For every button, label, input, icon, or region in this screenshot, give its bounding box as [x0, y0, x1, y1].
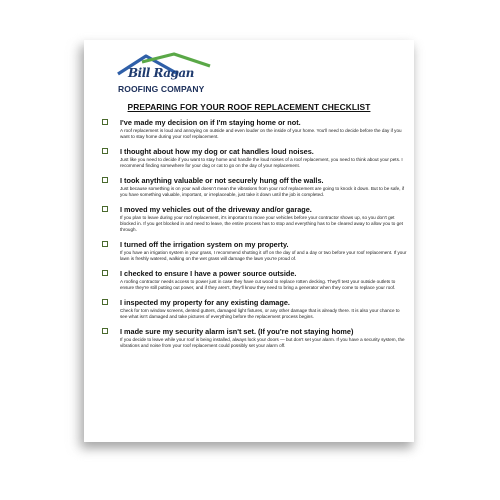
- checkbox[interactable]: [102, 119, 108, 125]
- company-logo: [116, 52, 216, 96]
- checklist-page: [84, 40, 414, 442]
- item-heading: I checked to ensure I have a power source outside.: [120, 269, 297, 278]
- checklist-item: [102, 269, 407, 291]
- checklist-item: [102, 240, 407, 262]
- item-heading: I moved my vehicles out of the driveway and/or garage.: [120, 205, 312, 214]
- logo-script-text: Bill Ragan: [128, 66, 194, 80]
- item-heading: I've made my decision on if I'm staying home or not.: [120, 118, 301, 127]
- item-description: If you plan to leave during your roof replacement, it's important to move your vehicles before your contractor shows up, so you don't get blocked in. If you get blocked in and need to leave, the entire process has to stop and everything has to be cleared away to allow you to get through.: [120, 215, 403, 232]
- checkbox[interactable]: [102, 148, 108, 154]
- checkbox[interactable]: [102, 241, 108, 247]
- item-description: Just like you need to decide if you want to stay home and handle the loud noises of a roof replacement, you need to think about your pets. I recommend finding somewhere for your dog or cat to go on the day of your replacement.: [120, 157, 403, 168]
- item-description: Check for torn window screens, dented gutters, damaged light fixtures, or any other damage that is already there. It is also your chance to see what isn't damaged and take pictures of everything before the replacement process begins.: [120, 308, 400, 319]
- logo-company-text: ROOFING COMPANY: [118, 84, 205, 94]
- checklist-item: [102, 327, 407, 349]
- item-heading: I thought about how my dog or cat handles loud noises.: [120, 147, 314, 156]
- page-title: PREPARING FOR YOUR ROOF REPLACEMENT CHECKLIST: [127, 102, 371, 112]
- item-description: If you decide to leave while your roof is being installed, always lock your doors — but don't set your alarm. If you have a security system, the vibrations and noise from your roof replacement could possibly set your alarm off.: [120, 337, 405, 348]
- item-heading: I took anything valuable or not securely hung off the walls.: [120, 176, 324, 185]
- item-heading: I turned off the irrigation system on my property.: [120, 240, 289, 249]
- checklist-item: [102, 298, 407, 320]
- checklist-item: [102, 176, 407, 198]
- checkbox[interactable]: [102, 177, 108, 183]
- checkbox[interactable]: [102, 270, 108, 276]
- checklist: [102, 118, 407, 356]
- checkbox[interactable]: [102, 206, 108, 212]
- checklist-item: [102, 118, 407, 140]
- item-heading: I made sure my security alarm isn't set. (If you're not staying home): [120, 327, 354, 336]
- checklist-item: [102, 205, 407, 233]
- item-description: A roof replacement is loud and annoying on outside and even louder on the inside of your home. You'll need to decide before the day if you want to stay home during your roof replacement.: [120, 128, 402, 139]
- item-description: A roofing contractor needs access to power just in case they have cut wood to replace rotten decking. They'll test your outside outlets to ensure they're still putting out power, and if they aren't, they'll know they need to bring a generator when they come to replace your roof.: [120, 279, 396, 290]
- item-heading: I inspected my property for any existing damage.: [120, 298, 290, 307]
- item-description: If you have an irrigation system in your grass, I recommend shutting it off on the day of and a day or two before your roof replacement. If your lawn is freshly watered, walking on the wet grass will damage the lawn you're proud of.: [120, 250, 407, 261]
- checklist-item: [102, 147, 407, 169]
- checkbox[interactable]: [102, 328, 108, 334]
- item-description: Just because something is on your wall doesn't mean the vibrations from your roof replacement are going to knock it down. But to be safe, if you have something valuable, important, or irreplaceable, just take it down until the job is completed.: [120, 186, 405, 197]
- checkbox[interactable]: [102, 299, 108, 305]
